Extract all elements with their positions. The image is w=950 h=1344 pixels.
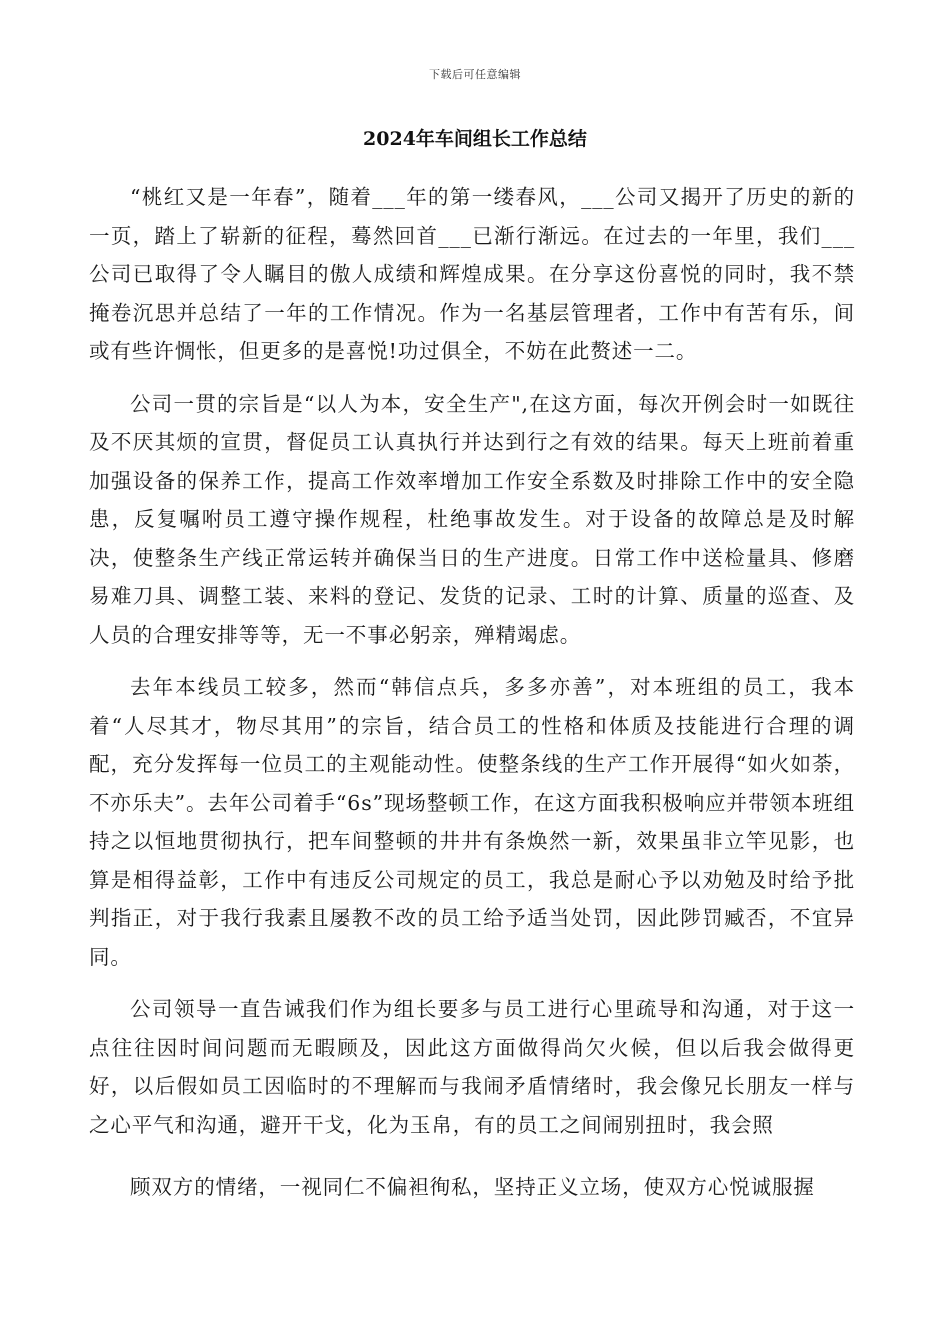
- paragraph-1: “桃红又是一年春”，随着___年的第一缕春风，___公司又揭开了历史的新的一页，踏上了崭新的征程，蓦然回首___已渐行渐远。在过去的一年里，我们___公司已取得了令人瞩目的傲人成绩和辉煌成果。在分享这份喜悦的同时，我不禁掩卷沉思并总结了一年的工作情况。作为一名基层管理者，工作中有苦有乐，间或有些许惆怅，但更多的是喜悦!功过俱全，不妨在此赘述一二。: [89, 185, 855, 363]
- page-header-note: 下载后可任意编辑: [429, 68, 521, 81]
- document-title: 2024年车间组长工作总结: [363, 128, 587, 150]
- paragraph-5: 顾双方的情绪，一视同仁不偏袒徇私，坚持正义立场，使双方心悦诚服握: [130, 1175, 815, 1199]
- paragraph-2: 公司一贯的宗旨是“以人为本，安全生产",在这方面，每次开例会时一如既往及不厌其烦的宣贯，督促员工认真执行并达到行之有效的结果。每天上班前着重加强设备的保养工作，提高工作效率增加工作安全系数及时排除工作中的安全隐患，反复嘱咐员工遵守操作规程，杜绝事故发生。对于设备的故障总是及时解决，使整条生产线正常运转并确保当日的生产进度。日常工作中送检量具、修磨易难刀具、调整工装、来料的登记、发货的记录、工时的计算、质量的巡查、及人员的合理安排等等，无一不事必躬亲，殚精竭虑。: [89, 391, 855, 647]
- paragraph-4: 公司领导一直告诫我们作为组长要多与员工进行心里疏导和沟通，对于这一点往往因时间问题而无暇顾及，因此这方面做得尚欠火候，但以后我会做得更好，以后假如员工因临时的不理解而与我闹矛盾情绪时，我会像兄长朋友一样与之心平气和沟通，避开干戈，化为玉帛，有的员工之间闹别扭时，我会照: [89, 997, 855, 1137]
- paragraph-3: 去年本线员工较多，然而“韩信点兵，多多亦善”，对本班组的员工，我本着“人尽其才，物尽其用”的宗旨，结合员工的性格和体质及技能进行合理的调配，充分发挥每一位员工的主观能动性。使整条线的生产工作开展得“如火如荼，不亦乐夫”。去年公司着手“6s”现场整顿工作，在这方面我积极响应并带领本班组持之以恒地贯彻执行，把车间整顿的井井有条焕然一新，效果虽非立竿见影，也算是相得益彰，工作中有违反公司规定的员工，我总是耐心予以劝勉及时给予批判指正，对于我行我素且屡教不改的员工给予适当处罚，因此陟罚臧否，不宜异同。: [89, 675, 855, 969]
- document-body: [89, 178, 855, 1221]
